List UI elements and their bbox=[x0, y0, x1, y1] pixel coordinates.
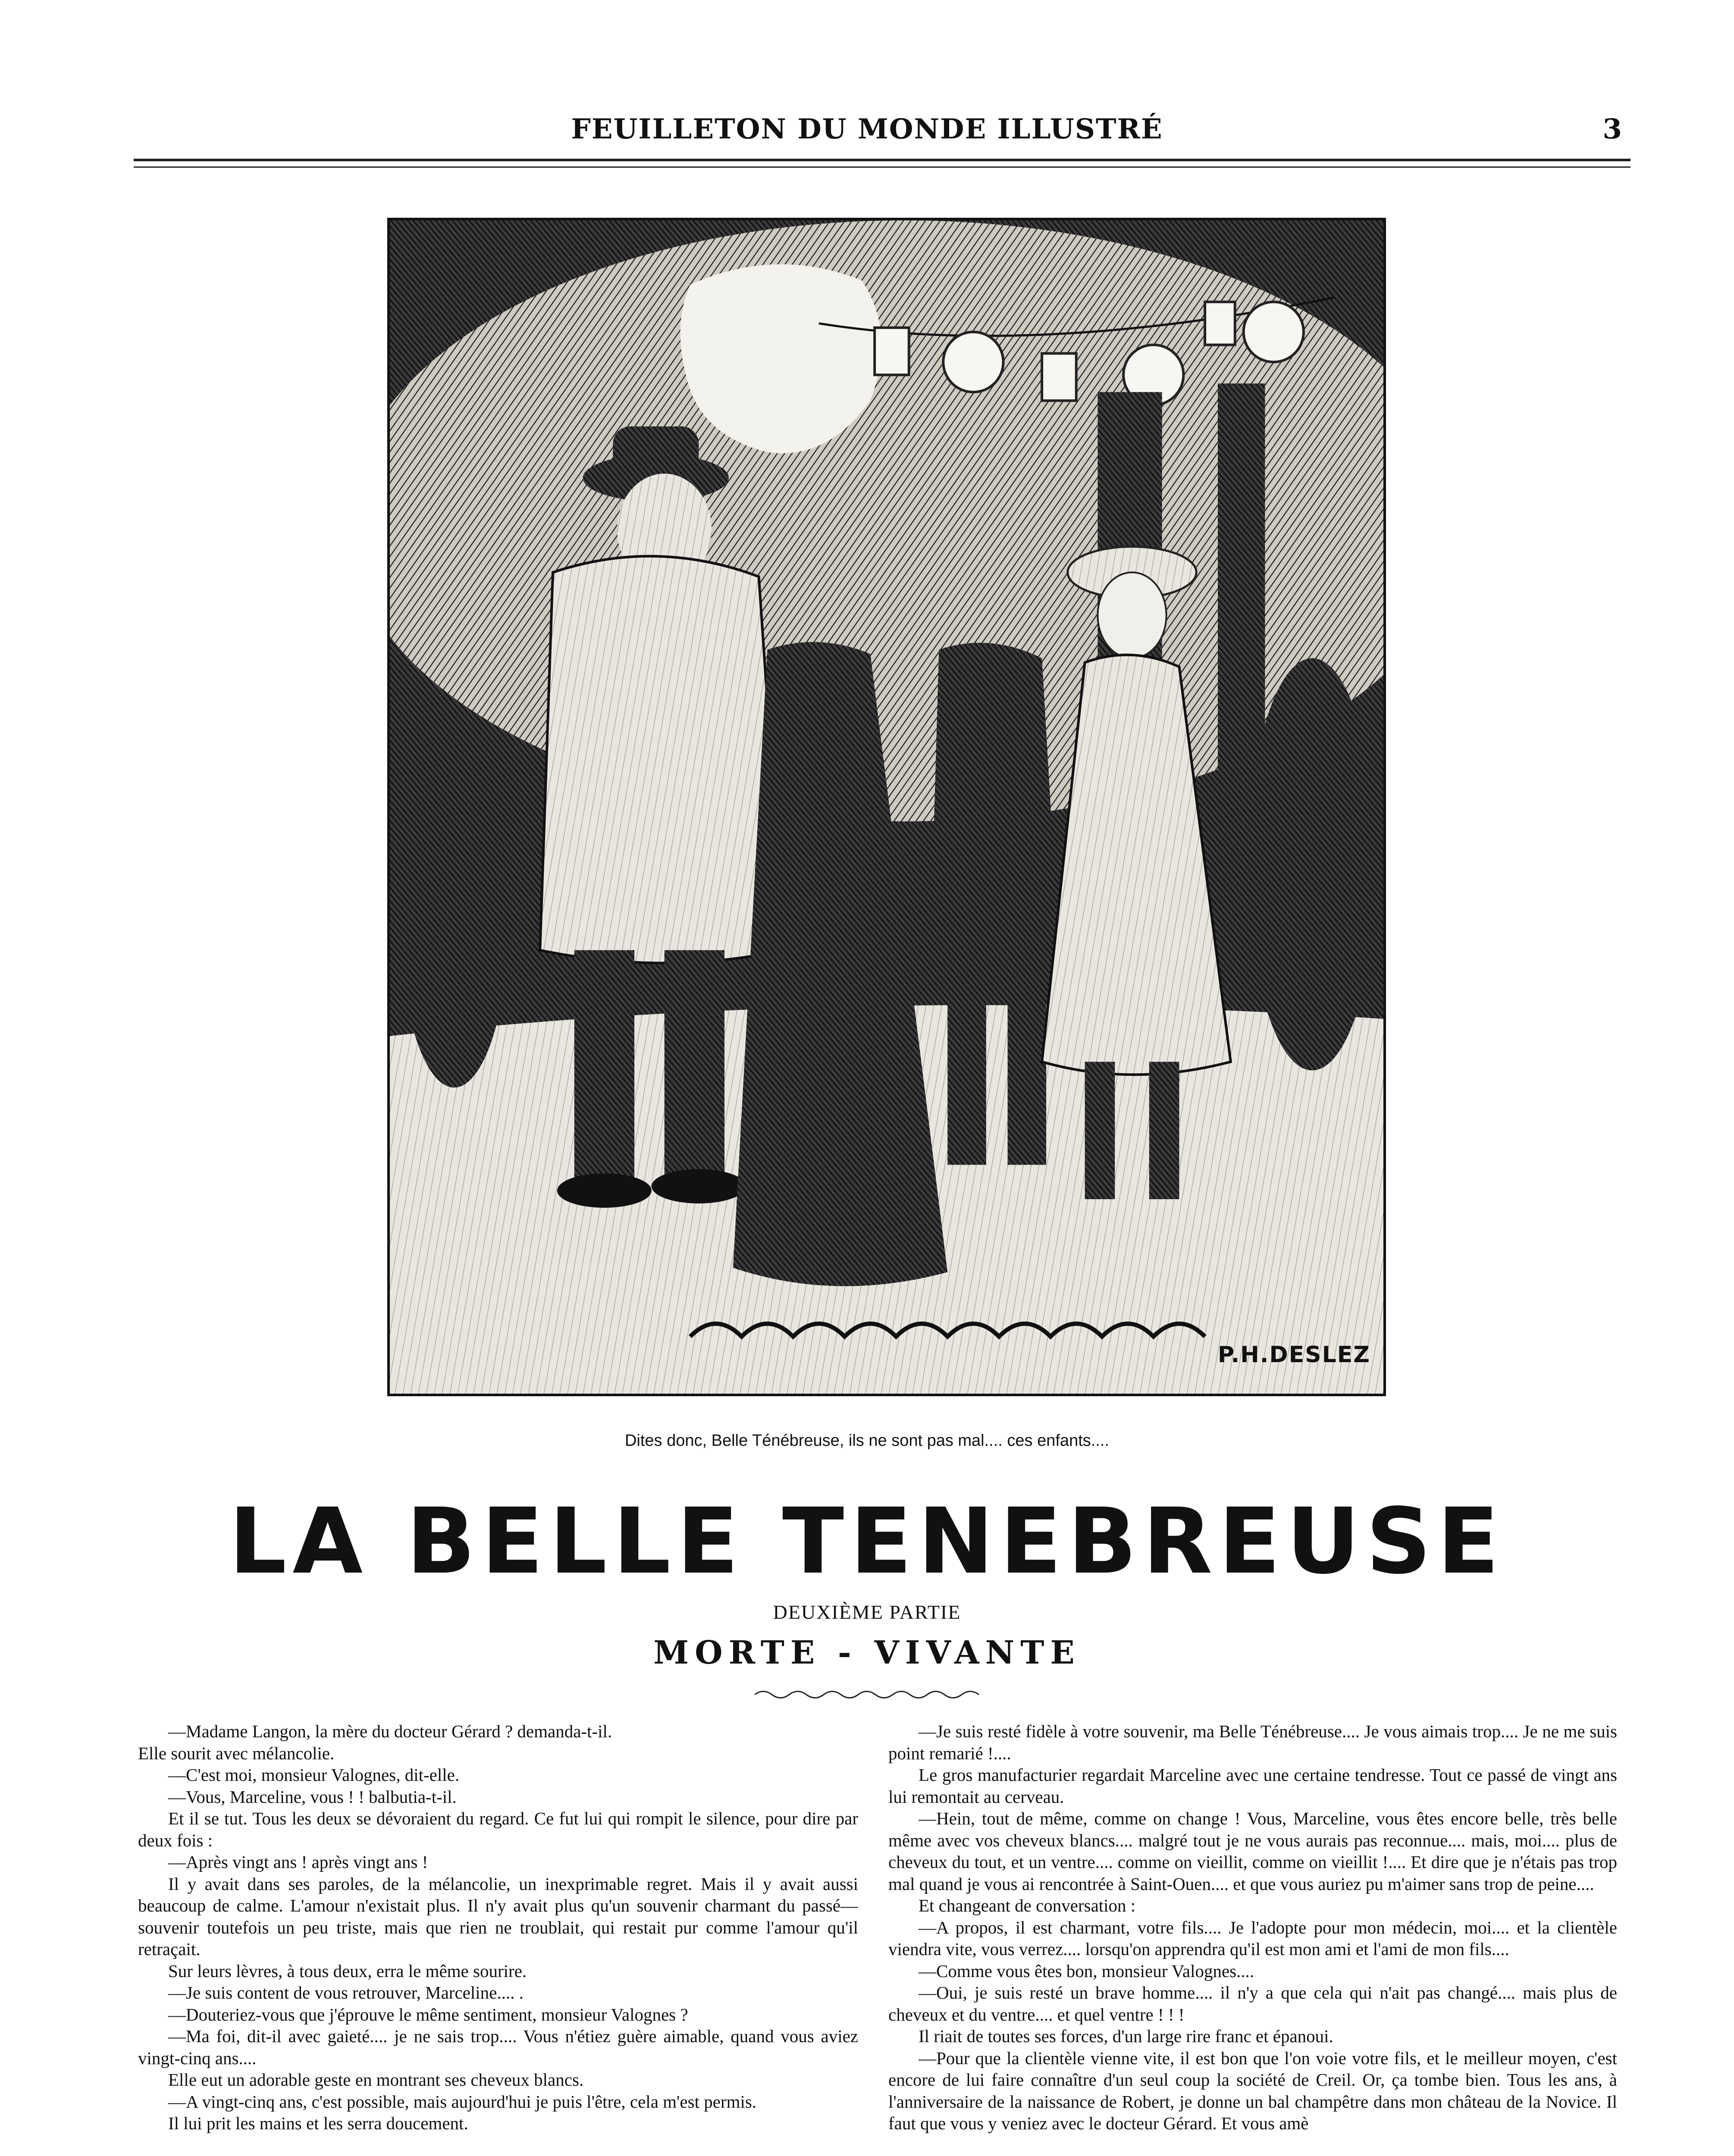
paragraph: Elle eut un adorable geste en montrant ses cheveux blancs. bbox=[168, 2070, 584, 2090]
fete-scene-engraving bbox=[390, 220, 1383, 1394]
artist-signature: P.H.DESLEZ bbox=[1217, 1342, 1370, 1368]
paragraph: Il y avait dans ses paroles, de la mélancolie, un inexprimable regret. Mais il y avait aussi beaucoup de calme. L'amour n'existait plus. Il n'y avait plus qu'un souvenir charmant du passé—souvenir toutefois un peu triste, mais que rien ne troublait, qui restait pur comme l'amour qu'il retraçait. bbox=[138, 1874, 858, 1959]
paragraph: —Je suis resté fidèle à votre souvenir, ma Belle Ténébreuse.... Je vous aimais trop.... Je ne me suis point remarié !.... bbox=[888, 1721, 1617, 1763]
paragraph: Sur leurs lèvres, à tous deux, erra le même sourire. bbox=[168, 1961, 527, 1981]
text-column-right bbox=[888, 1720, 1617, 2134]
paragraph: —Comme vous êtes bon, monsieur Valognes.... bbox=[919, 1961, 1254, 1981]
paragraph: Le gros manufacturier regardait Marceline avec une certaine tendresse. Tout ce passé de vingt ans lui remontait au cerveau. bbox=[888, 1765, 1617, 1807]
page-number: 3 bbox=[1602, 113, 1622, 145]
paragraph: Elle sourit avec mélancolie. bbox=[138, 1743, 335, 1763]
paragraph: —Madame Langon, la mère du docteur Gérard ? demanda-t-il. bbox=[168, 1721, 612, 1741]
paragraph: —Douteriez-vous que j'éprouve le même sentiment, monsieur Valognes ? bbox=[168, 2004, 688, 2024]
paragraph: Il riait de toutes ses forces, d'un large rire franc et épanoui. bbox=[919, 2026, 1333, 2046]
paragraph: —Vous, Marceline, vous ! ! balbutia-t-il. bbox=[168, 1786, 457, 1807]
story-title: LA BELLE TENEBREUSE bbox=[229, 1489, 1505, 1594]
paragraph: —Oui, je suis resté un brave homme.... il n'y a que cela qui n'ait pas changé.... mais plus de cheveux et du ventre.... et quel ventre ! ! ! bbox=[888, 1983, 1617, 2024]
running-header: FEUILLETON DU MONDE ILLUSTRÉ bbox=[571, 113, 1163, 145]
paragraph: Et changeant de conversation : bbox=[919, 1896, 1136, 1915]
header-rule bbox=[134, 159, 1631, 161]
paragraph: —A propos, il est charmant, votre fils.... Je l'adopte pour mon médecin, moi.... et la clientèle viendra vite, vous verrez.... lorsqu'on apprendra qu'il est mon ami et l'ami de mon fils.... bbox=[888, 1917, 1617, 1959]
paragraph: —Pour que la clientèle vienne vite, il est bon que l'on voie votre fils, et le meilleur moyen, c'est encore de lui faire connaître d'un seul coup la société de Creil. Or, ça tombe bien. Tous les ans, à l'anniversaire de la naissance de Robert, je donne un bal champêtre dans mon château de la Novice. Il faut que vous y veniez avec le docteur Gérard. Et vous amè bbox=[888, 2048, 1617, 2133]
paragraph: —Ma foi, dit-il avec gaieté.... je ne sais trop.... Vous n'étiez guère aimable, quand vous aviez vingt-cinq ans.... bbox=[138, 2026, 858, 2068]
header-rule-thin bbox=[134, 166, 1631, 168]
part-label: DEUXIÈME PARTIE bbox=[773, 1601, 961, 1623]
paragraph: —Hein, tout de même, comme on change ! Vous, Marceline, vous êtes encore belle, très belle même avec vos cheveux blancs.... malgré tout je ne vous aurais pas reconnue.... mais, moi.... plus de cheveux du tout, et un ventre.... comme on vieillit, comme on vieillit !.... Et dire que je n'étais pas trop mal quand je vous ai rencontrée à Saint-Ouen.... et que vous auriez pu m'aimer sans trop de peine.... bbox=[888, 1808, 1617, 1894]
paragraph: —Après vingt ans ! après vingt ans ! bbox=[168, 1852, 428, 1872]
engraving-illustration bbox=[387, 218, 1386, 1396]
illustration-caption: Dites donc, Belle Ténébreuse, ils ne sont pas mal.... ces enfants.... bbox=[624, 1432, 1109, 1450]
paragraph: Il lui prit les mains et les serra doucement. bbox=[168, 2113, 468, 2133]
paragraph: —C'est moi, monsieur Valognes, dit-elle. bbox=[168, 1765, 460, 1785]
paragraph: Et il se tut. Tous les deux se dévoraient du regard. Ce fut lui qui rompit le silence, pour dire par deux fois : bbox=[138, 1808, 858, 1850]
ornament-divider bbox=[750, 1686, 983, 1703]
paragraph: —A vingt-cinq ans, c'est possible, mais aujourd'hui je puis l'être, cela m'est permis. bbox=[168, 2091, 757, 2112]
text-column-left bbox=[138, 1720, 858, 2134]
paragraph: —Je suis content de vous retrouver, Marceline.... . bbox=[168, 1983, 524, 2002]
section-subtitle: MORTE - VIVANTE bbox=[653, 1634, 1081, 1671]
